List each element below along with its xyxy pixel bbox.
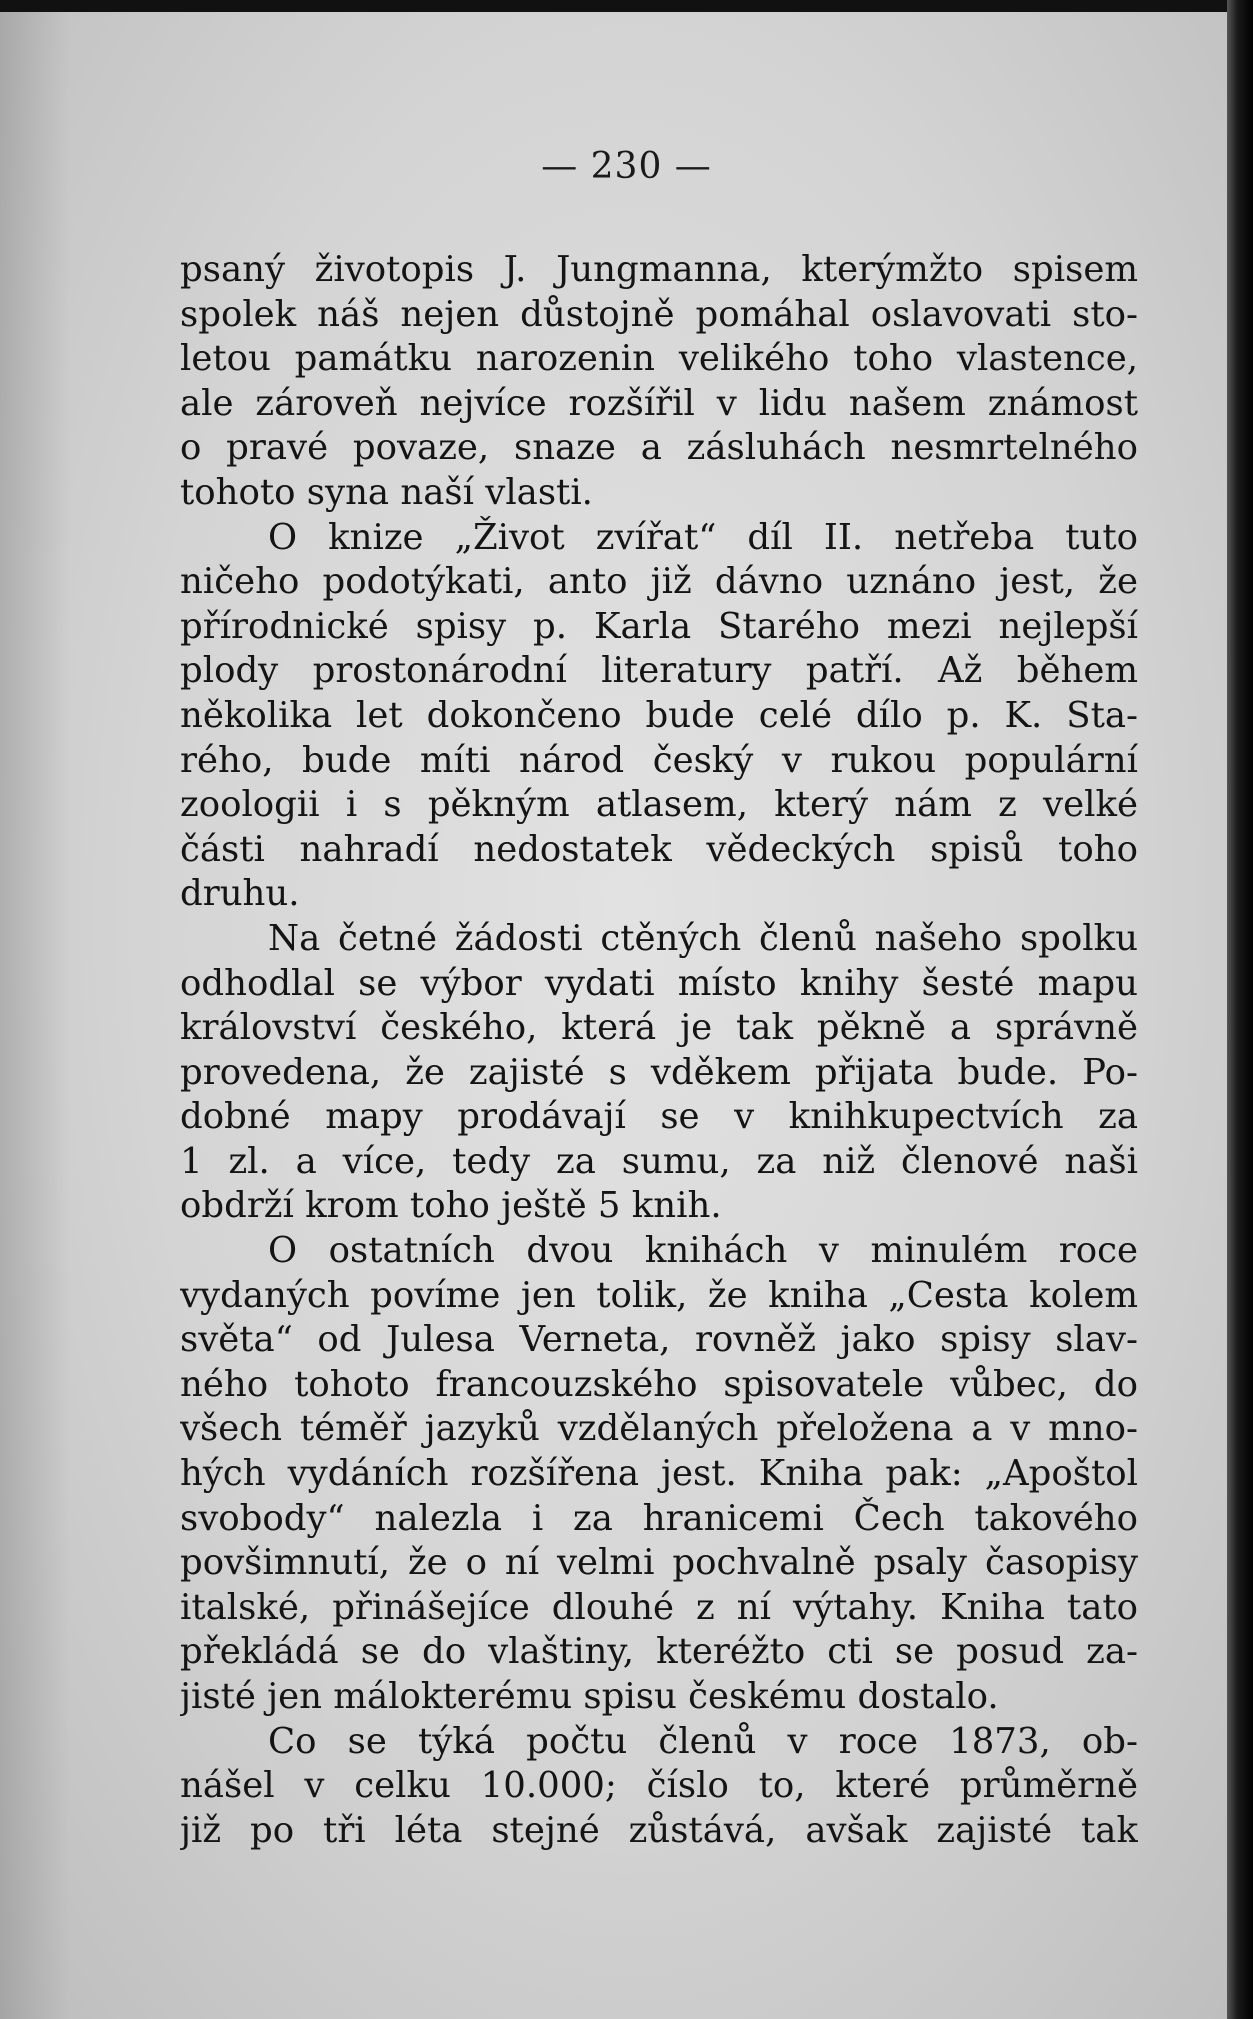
- text-line: spolek náš nejen důstojně pomáhal oslavovati sto-: [180, 293, 1138, 335]
- text-line: světa“ od Julesa Verneta, rovněž jako spisy slav-: [180, 1319, 1138, 1361]
- text-line: 1 zl. a více, tedy za sumu, za niž členové naši: [180, 1140, 1138, 1182]
- text-line: Na četné žádosti ctěných členů našeho spolku: [268, 917, 1138, 959]
- text-line: italské, přinášejíce dlouhé z ní výtahy. Kniha tato: [180, 1586, 1138, 1628]
- text-line: obdrží krom toho ještě 5 knih.: [180, 1185, 722, 1227]
- text-line: několika let dokončeno bude celé dílo p. K. Sta-: [180, 694, 1138, 736]
- text-line: O knize „Život zvířat“ díl II. netřeba tuto: [268, 516, 1138, 558]
- text-line: Co se týká počtu členů v roce 1873, ob-: [268, 1720, 1138, 1762]
- text-line: odhodlal se výbor vydati místo knihy šesté mapu: [180, 962, 1138, 1004]
- text-line: ného tohoto francouzského spisovatele vůbec, do: [180, 1363, 1138, 1405]
- text-line: svobody“ nalezla i za hranicemi Čech takového: [180, 1497, 1138, 1539]
- text-line: zoologii i s pěkným atlasem, který nám z velké: [180, 784, 1138, 826]
- text-line: druhu.: [180, 873, 300, 915]
- body-text: [180, 248, 1138, 1853]
- text-line: provedena, že zajisté s vděkem přijata bude. Po-: [180, 1051, 1138, 1093]
- text-line: všech téměř jazyků vzdělaných přeložena a v mno-: [180, 1408, 1138, 1450]
- text-line: dobné mapy prodávají se v knihkupectvích za: [180, 1096, 1138, 1138]
- scan-right-edge: [1227, 0, 1253, 2019]
- text-line: rého, bude míti národ český v rukou populární: [180, 739, 1138, 781]
- scan-top-edge: [0, 0, 1253, 12]
- text-line: o pravé povaze, snaze a zásluhách nesmrtelného: [180, 427, 1138, 469]
- text-line: psaný životopis J. Jungmanna, kterýmžto spisem: [180, 249, 1138, 290]
- text-line: plody prostonárodní literatury patří. Až během: [180, 650, 1138, 692]
- text-line: hých vydáních rozšířena jest. Kniha pak: „Apoštol: [180, 1453, 1138, 1495]
- text-line: ale zároveň nejvíce rozšířil v lidu našem známost: [180, 382, 1138, 424]
- text-line: překládá se do vlaštiny, kteréžto cti se posud za-: [180, 1631, 1138, 1673]
- text-line: letou památku narozenin velikého toho vlastence,: [180, 338, 1138, 380]
- text-line: jisté jen málokterému spisu českému dostalo.: [180, 1676, 999, 1717]
- text-line: povšimnutí, že o ní velmi pochvalně psaly časopisy: [180, 1542, 1138, 1584]
- page-left-shadow: [0, 0, 70, 2019]
- text-line: přírodnické spisy p. Karla Starého mezi nejlepší: [180, 605, 1138, 647]
- text-line: království českého, která je tak pěkně a správně: [180, 1007, 1138, 1049]
- text-line: vydaných povíme jen tolik, že kniha „Cesta kolem: [180, 1274, 1138, 1316]
- text-line: části nahradí nedostatek vědeckých spisů toho: [180, 828, 1138, 870]
- text-line: tohoto syna naší vlasti.: [180, 471, 593, 513]
- page-number: — 230 —: [541, 146, 712, 187]
- text-line: nášel v celku 10.000; číslo to, které průměrně: [180, 1765, 1138, 1807]
- text-line: ničeho podotýkati, anto již dávno uznáno jest, že: [180, 561, 1138, 603]
- text-line: O ostatních dvou knihách v minulém roce: [268, 1230, 1138, 1272]
- text-line: již po tři léta stejné zůstává, avšak zajisté tak: [180, 1809, 1138, 1851]
